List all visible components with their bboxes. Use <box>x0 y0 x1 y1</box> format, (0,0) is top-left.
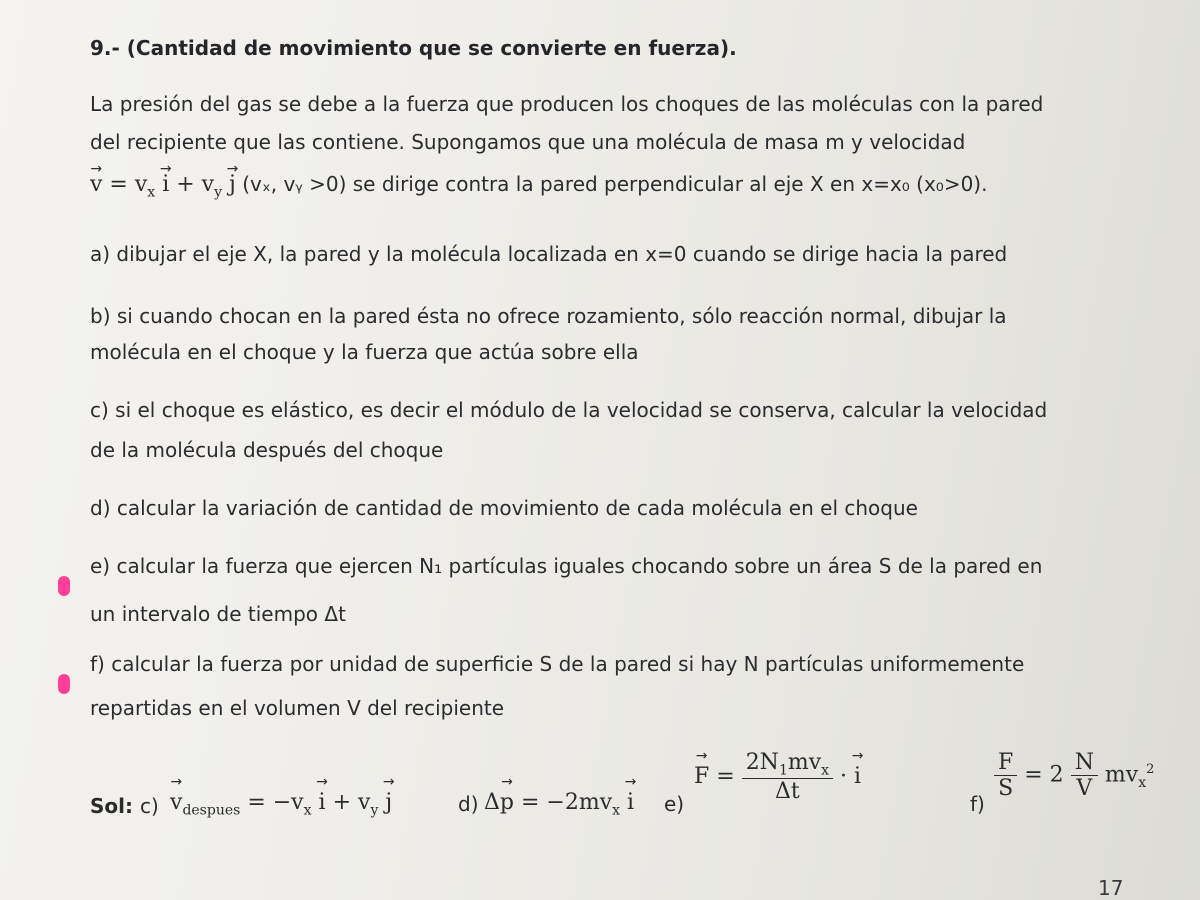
solution-label: Sol: c) <box>90 794 159 818</box>
problem-title: 9.- (Cantidad de movimiento que se convierte en fuerza). <box>90 36 737 60</box>
solution-e-formula: → F = $\frac{2N_1mv_x}{\Delta t}$ · → i <box>694 750 861 804</box>
solution-e-label: e) <box>664 792 685 816</box>
page-number: 17 <box>1098 876 1124 900</box>
item-b-line-2: molécula en el choque y la fuerza que actúa sobre ella <box>90 340 639 364</box>
item-d: d) calcular la variación de cantidad de movimiento de cada molécula en el choque <box>90 496 918 520</box>
item-f-line-2: repartidas en el volumen V del recipiente <box>90 696 505 720</box>
item-f-line-1: f) calcular la fuerza por unidad de superficie S de la pared si hay N partículas uniformemente <box>90 652 1025 676</box>
item-e-line-1: e) calcular la fuerza que ejercen N₁ partículas iguales chocando sobre un área S de la pared en <box>90 554 1043 578</box>
velocity-condition-text: (vₓ, vᵧ >0) se dirige contra la pared perpendicular al eje X en x=x₀ (x₀>0). <box>242 172 988 196</box>
item-a: a) dibujar el eje X, la pared y la molécula localizada en x=0 cuando se dirige hacia la pared <box>90 242 1008 266</box>
intro-line-2: del recipiente que las contiene. Supongamos que una molécula de masa m y velocidad <box>90 130 966 154</box>
intro-line-1: La presión del gas se debe a la fuerza que producen los choques de las moléculas con la pared <box>90 92 1044 116</box>
solution-f-formula: $\frac{F}{S}$ = 2 $\frac{N}{V}$ $mv_x^2$ <box>994 750 1154 801</box>
solutions-row <box>90 740 1170 830</box>
highlight-marker-f <box>58 674 70 694</box>
item-e-line-2: un intervalo de tiempo Δt <box>90 602 346 626</box>
solution-d-formula: $\Delta\to p = -2mv_x \to i$ <box>484 790 634 818</box>
solution-f-label: f) <box>970 792 985 816</box>
item-b-line-1: b) si cuando chocan en la pared ésta no ofrece rozamiento, sólo reacción normal, dibujar la <box>90 304 1007 328</box>
highlight-marker-e <box>58 576 70 596</box>
intro-line-3 <box>90 172 987 204</box>
item-c-line-2: de la molécula después del choque <box>90 438 444 462</box>
item-c-line-1: c) si el choque es elástico, es decir el módulo de la velocidad se conserva, calcular la velocidad <box>90 398 1048 422</box>
solution-d-label: d) <box>458 792 479 816</box>
solution-c-formula: → $v_{despues} = -v_x \to i + v_y \to j$ <box>170 790 392 818</box>
velocity-vector-formula: → $v = v_x \to i + v_y \to j$ <box>90 172 236 197</box>
